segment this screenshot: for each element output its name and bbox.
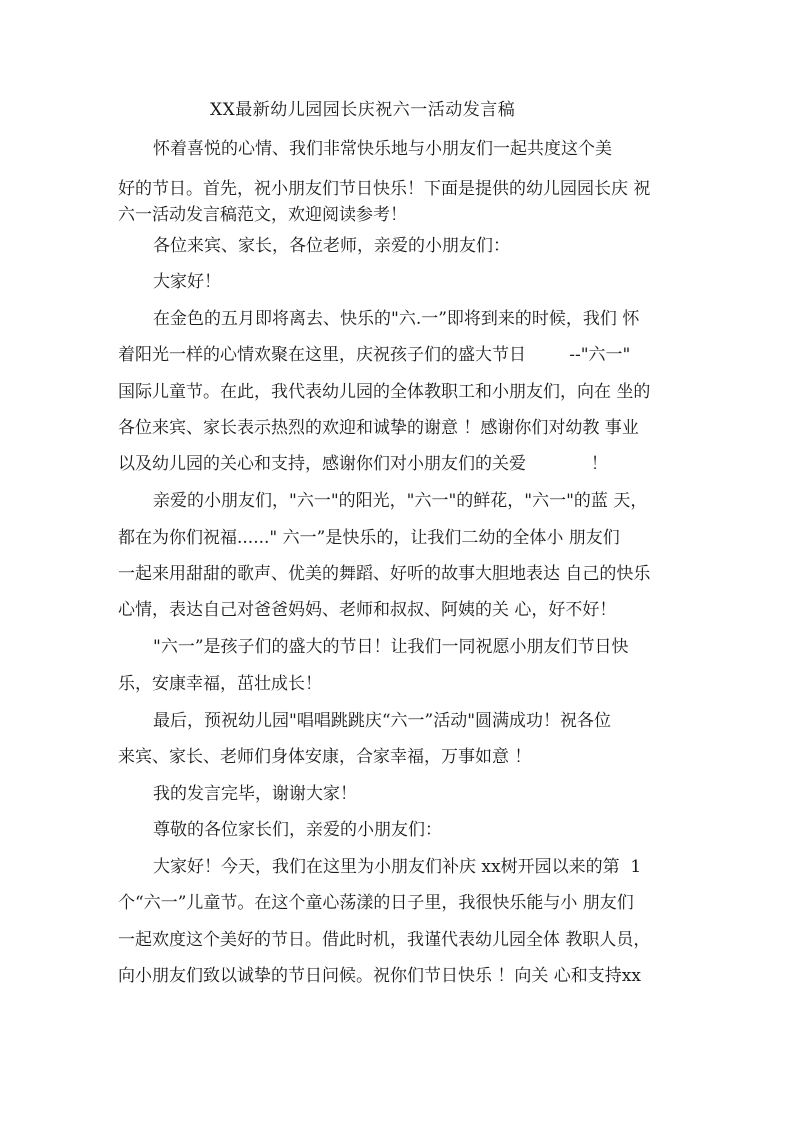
text-line: 乐，安康幸福，茁壮成长！	[118, 674, 322, 694]
text-line: 都在为你们祝福......" 六一”是快乐的，让我们二幼的全体小 朋友们	[118, 528, 620, 548]
text-line: 我的发言完毕，谢谢大家！	[153, 784, 357, 804]
text-line: 在金色的五月即将离去、快乐的"六.一”即将到来的时候，我们 怀	[153, 309, 640, 329]
text-line: 尊敬的各位家长们，亲爱的小朋友们：	[153, 820, 442, 840]
text-line: 国际儿童节。在此，我代表幼儿园的全体教职工和小朋友们，向在 坐的	[118, 382, 651, 402]
text-line: 一起欢度这个美好的节日。借此时机，我谨代表幼儿园全体 教职人员，	[118, 930, 651, 950]
text-line: 个“六一”儿童节。在这个童心荡漾的日子里，我很快乐能与小 朋友们	[118, 893, 634, 913]
text-line: 大家好！	[153, 272, 221, 292]
text-line: 各位来宾、家长，各位老师，亲爱的小朋友们：	[153, 236, 510, 256]
document-title: XX最新幼儿园园长庆祝六一活动发言稿	[210, 100, 516, 120]
text-line: 以及幼儿园的关心和支持，感谢你们对小朋友们的关爱 ！	[118, 454, 608, 474]
text-line: 一起来用甜甜的歌声、优美的舞蹈、好听的故事大胆地表达 自己的快乐	[118, 564, 651, 584]
text-line: "六一”是孩子们的盛大的节日！让我们一同祝愿小朋友们节日快	[153, 637, 629, 657]
text-line: 最后，预祝幼儿园"唱唱跳跳庆“六一”活动"圆满成功！祝各位	[153, 711, 612, 731]
text-line: 来宾、家长、老师们身体安康，合家幸福，万事如意 ！	[118, 747, 532, 767]
text-line: 向小朋友们致以诚挚的节日问候。祝你们节日快乐 ！向关 心和支持xx	[118, 966, 641, 986]
text-line: 心情，表达自己对爸爸妈妈、老师和叔叔、阿姨的关 心，好不好！	[118, 600, 617, 620]
text-line: 好的节日。首先，祝小朋友们节日快乐！下面是提供的幼儿园园长庆 祝	[118, 179, 651, 199]
text-line: 各位来宾、家长表示热烈的欢迎和诚挚的谢意 ！感谢你们对幼教 事业	[118, 418, 639, 438]
text-line: 大家好！今天，我们在这里为小朋友们补庆 xx树开园以来的第 1	[153, 857, 642, 877]
text-line: 着阳光一样的心情欢聚在这里，庆祝孩子们的盛大节日 --"六一"	[118, 345, 631, 365]
text-line: 六一活动发言稿范文，欢迎阅读参考！	[118, 205, 407, 225]
text-line: 怀着喜悦的心情、我们非常快乐地与小朋友们一起共度这个美	[153, 139, 612, 159]
text-line: 亲爱的小朋友们，"六一"的阳光，"六一"的鲜花，"六一"的蓝 天，	[153, 491, 648, 511]
